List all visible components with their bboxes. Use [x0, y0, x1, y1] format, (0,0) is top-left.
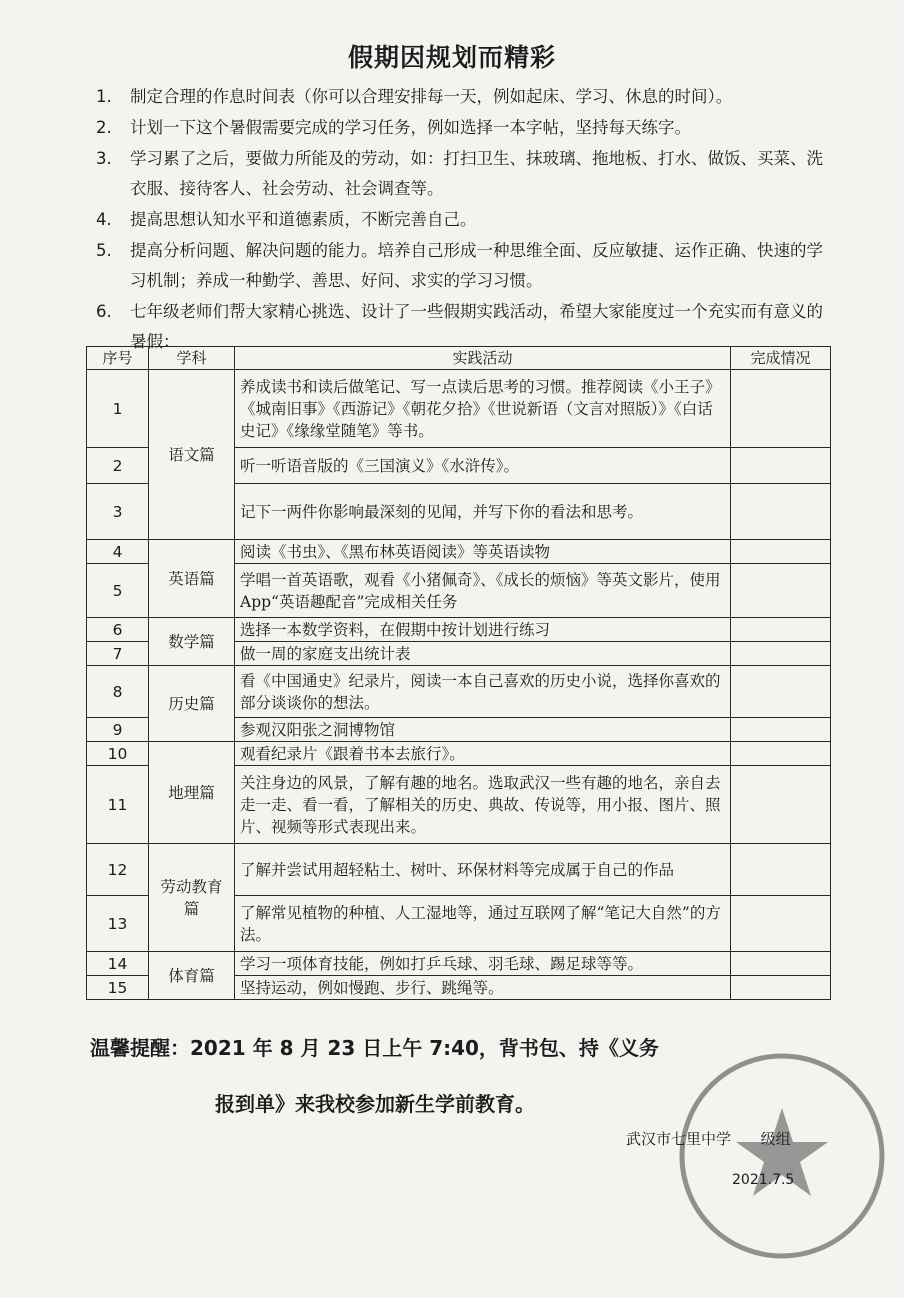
item-number: 3.	[96, 149, 112, 168]
row-activity: 坚持运动，例如慢跑、步行、跳绳等。	[235, 976, 731, 1000]
item-text: 计划一下这个暑假需要完成的学习任务，例如选择一本字帖，坚持每天练字。	[130, 118, 691, 137]
row-seq: 14	[87, 952, 149, 976]
item-text: 提高分析问题、解决问题的能力。培养自己形成一种思维全面、反应敏捷、运作正确、快速的学习机制；养成一种勤学、善思、好问、求实的学习习惯。	[130, 241, 823, 290]
item-number: 1.	[96, 87, 112, 106]
list-item	[96, 113, 831, 144]
subject-history: 历史篇	[149, 666, 235, 742]
status-cell	[731, 370, 831, 448]
item-number: 5.	[96, 241, 112, 260]
list-item	[96, 82, 831, 113]
subject-chinese: 语文篇	[149, 370, 235, 540]
table-row	[87, 666, 831, 718]
row-activity: 参观汉阳张之洞博物馆	[235, 718, 731, 742]
signature-org: 武汉市七里中学	[626, 1130, 732, 1148]
list-item	[96, 236, 831, 297]
table-row	[87, 618, 831, 642]
status-cell	[731, 540, 831, 564]
table-row	[87, 540, 831, 564]
subject-math: 数学篇	[149, 618, 235, 666]
status-cell	[731, 766, 831, 844]
header-status: 完成情况	[731, 347, 831, 370]
row-seq: 13	[87, 896, 149, 952]
signature-date: 2021.7.5	[732, 1172, 795, 1188]
row-activity: 养成读书和读后做笔记、写一点读后思考的习惯。推荐阅读《小王子》《城南旧事》《西游记》《朝花夕拾》《世说新语（文言对照版）》《白话史记》《缘缘堂随笔》等书。	[235, 370, 731, 448]
table-row	[87, 370, 831, 448]
row-activity: 关注身边的风景，了解有趣的地名。选取武汉一些有趣的地名，亲自去走一走、看一看，了解相关的历史、典故、传说等，用小报、图片、照片、视频等形式表现出来。	[235, 766, 731, 844]
header-seq: 序号	[87, 347, 149, 370]
row-seq: 1	[87, 370, 149, 448]
item-text: 学习累了之后，要做力所能及的劳动，如：打扫卫生、抹玻璃、拖地板、打水、做饭、买菜、洗衣服、接待客人、社会劳动、社会调查等。	[130, 149, 823, 198]
status-cell	[731, 718, 831, 742]
row-activity: 记下一两件你影响最深刻的见闻，并写下你的看法和思考。	[235, 484, 731, 540]
row-seq: 3	[87, 484, 149, 540]
row-seq: 5	[87, 564, 149, 618]
signature-dept: 级组	[760, 1130, 791, 1148]
item-text: 七年级老师们帮大家精心挑选、设计了一些假期实践活动，希望大家能度过一个充实而有意义的暑假：	[130, 302, 823, 351]
item-number: 2.	[96, 118, 112, 137]
row-seq: 9	[87, 718, 149, 742]
status-cell	[731, 484, 831, 540]
status-cell	[731, 844, 831, 896]
status-cell	[731, 976, 831, 1000]
reminder-line-2: 报到单》来我校参加新生学前教育。	[215, 1092, 535, 1116]
row-activity: 学习一项体育技能，例如打乒乓球、羽毛球、踢足球等等。	[235, 952, 731, 976]
row-activity: 了解常见植物的种植、人工湿地等，通过互联网了解“笔记大自然”的方法。	[235, 896, 731, 952]
status-cell	[731, 952, 831, 976]
status-cell	[731, 666, 831, 718]
status-cell	[731, 618, 831, 642]
row-seq: 7	[87, 642, 149, 666]
list-item	[96, 144, 831, 205]
row-activity: 学唱一首英语歌，观看《小猪佩奇》、《成长的烦恼》等英文影片，使用 App“英语趣配音”完成相关任务	[235, 564, 731, 618]
instruction-list	[96, 82, 831, 351]
item-number: 4.	[96, 210, 112, 229]
row-activity: 阅读《书虫》、《黑布林英语阅读》等英语读物	[235, 540, 731, 564]
table-header-row	[87, 347, 831, 370]
row-seq: 8	[87, 666, 149, 718]
row-seq: 11	[87, 766, 149, 844]
row-seq: 2	[87, 448, 149, 484]
reminder-line-1: 温馨提醒：2021 年 8 月 23 日上午 7:40，背书包、持《义务	[90, 1036, 659, 1060]
school-seal	[676, 1050, 888, 1262]
subject-geography: 地理篇	[149, 742, 235, 844]
status-cell	[731, 448, 831, 484]
item-number: 6.	[96, 302, 112, 321]
subject-pe: 体育篇	[149, 952, 235, 1000]
page-title: 假期因规划而精彩	[347, 43, 556, 72]
list-item	[96, 205, 831, 236]
row-seq: 12	[87, 844, 149, 896]
row-activity: 了解并尝试用超轻粘土、树叶、环保材料等完成属于自己的作品	[235, 844, 731, 896]
list-item	[96, 297, 831, 351]
table-row	[87, 844, 831, 896]
status-cell	[731, 896, 831, 952]
status-cell	[731, 564, 831, 618]
row-activity: 选择一本数学资料，在假期中按计划进行练习	[235, 618, 731, 642]
table-row	[87, 742, 831, 766]
row-activity: 看《中国通史》纪录片，阅读一本自己喜欢的历史小说，选择你喜欢的部分谈谈你的想法。	[235, 666, 731, 718]
subject-english: 英语篇	[149, 540, 235, 618]
row-activity: 做一周的家庭支出统计表	[235, 642, 731, 666]
row-seq: 4	[87, 540, 149, 564]
item-text: 提高思想认知水平和道德素质，不断完善自己。	[130, 210, 477, 229]
signature-line	[626, 1128, 791, 1149]
header-subject: 学科	[149, 347, 235, 370]
row-activity: 观看纪录片《跟着书本去旅行》。	[235, 742, 731, 766]
status-cell	[731, 742, 831, 766]
row-seq: 15	[87, 976, 149, 1000]
activity-table	[86, 346, 831, 1000]
header-activity: 实践活动	[235, 347, 731, 370]
item-text: 制定合理的作息时间表（你可以合理安排每一天，例如起床、学习、休息的时间）。	[130, 87, 733, 106]
subject-labor: 劳动教育篇	[149, 844, 235, 952]
table-row	[87, 952, 831, 976]
row-seq: 10	[87, 742, 149, 766]
status-cell	[731, 642, 831, 666]
row-activity: 听一听语音版的《三国演义》《水浒传》。	[235, 448, 731, 484]
row-seq: 6	[87, 618, 149, 642]
